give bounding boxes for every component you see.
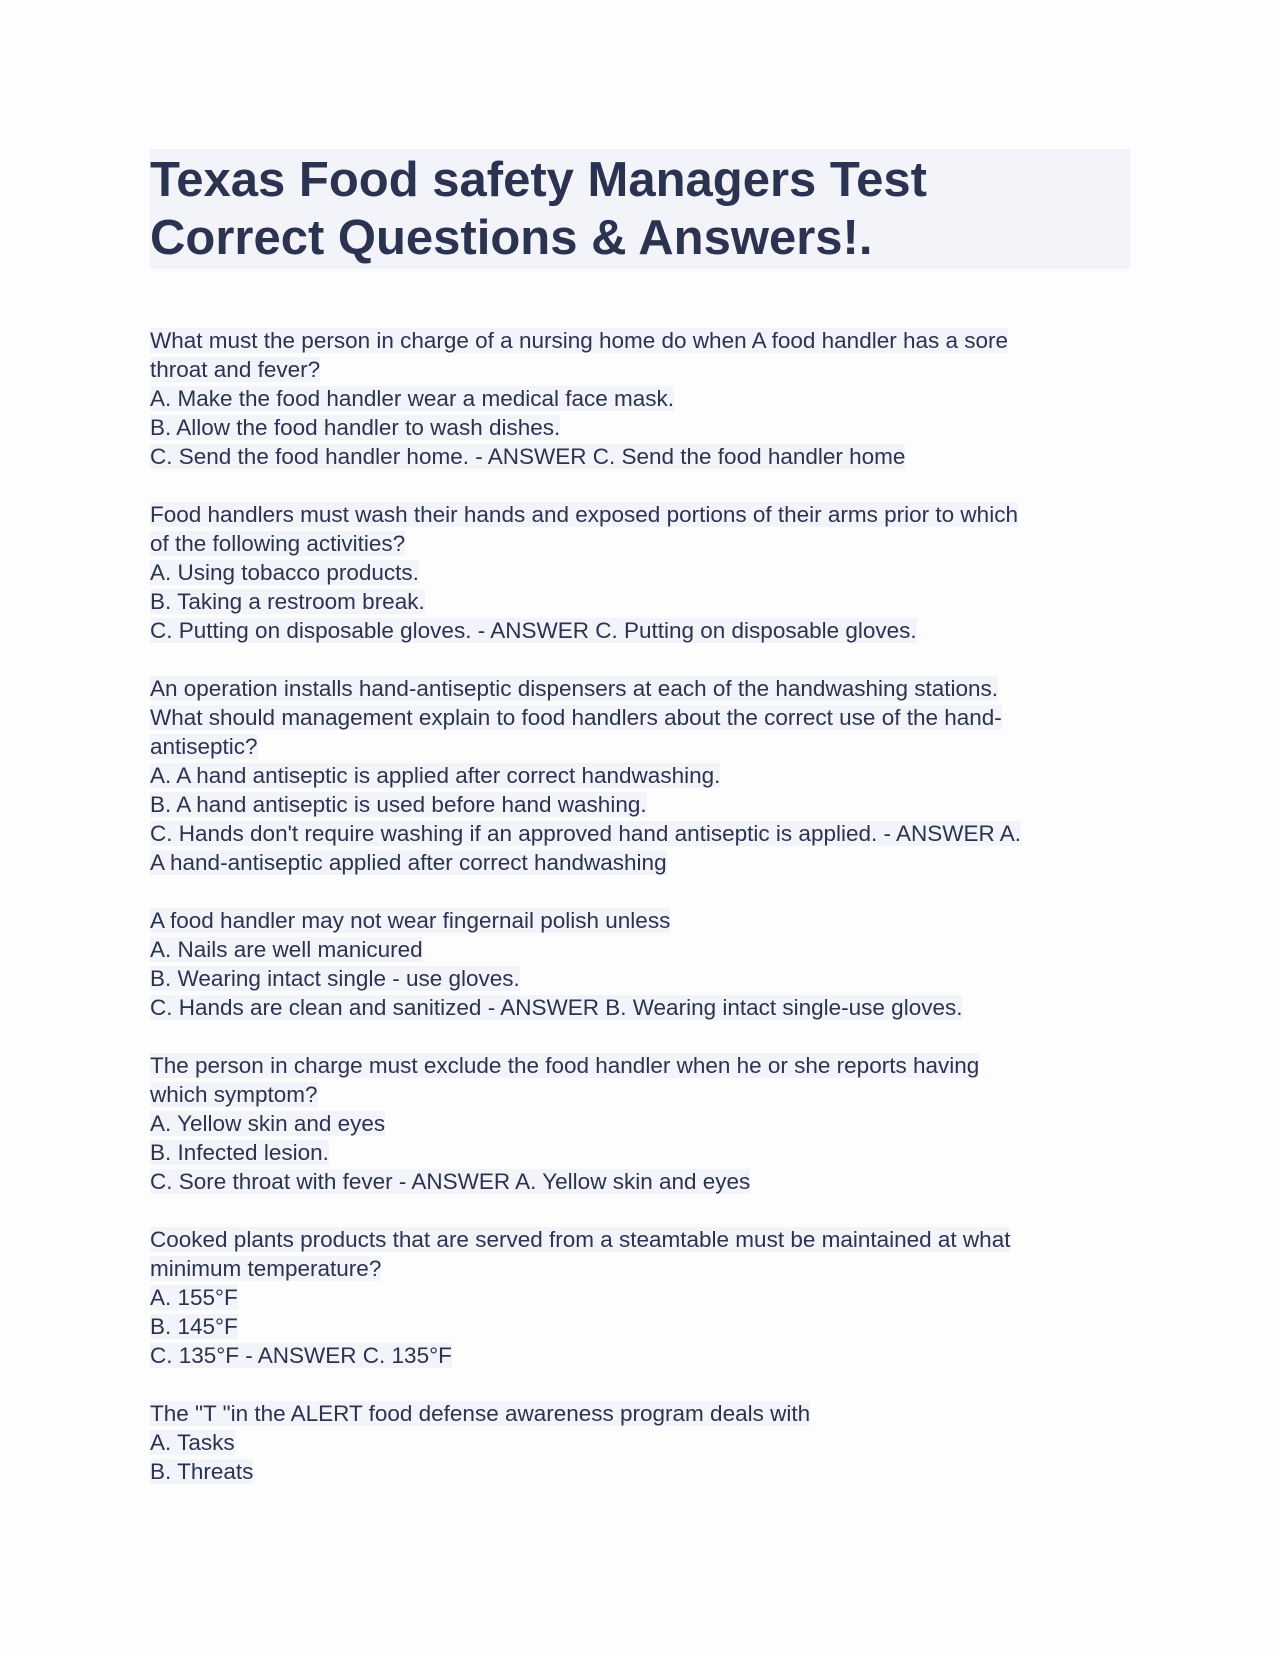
option-a: A. 155°F	[150, 1285, 238, 1310]
option-a: A. Make the food handler wear a medical face mask.	[150, 386, 675, 411]
option-b: B. Taking a restroom break.	[150, 589, 425, 614]
option-b: B. Infected lesion.	[150, 1140, 329, 1165]
title-line-2: Correct Questions & Answers!.	[150, 211, 873, 265]
option-b: B. Allow the food handler to wash dishes.	[150, 415, 561, 440]
document-page	[150, 149, 1130, 1515]
option-a: A. A hand antiseptic is applied after correct handwashing.	[150, 763, 721, 788]
question-text: antiseptic?	[150, 734, 258, 759]
document-title	[150, 149, 1130, 269]
question-text: A food handler may not wear fingernail polish unless	[150, 908, 671, 933]
option-a: A. Nails are well manicured	[150, 937, 423, 962]
option-c-with-answer: C. Hands are clean and sanitized - ANSWER B. Wearing intact single-use gloves.	[150, 995, 963, 1020]
question-text: of the following activities?	[150, 531, 406, 556]
question-4	[150, 906, 1130, 1022]
option-c-with-answer: C. Send the food handler home. - ANSWER C. Send the food handler home	[150, 444, 906, 469]
question-text: What should management explain to food handlers about the correct use of the hand-	[150, 705, 1002, 730]
question-text: What must the person in charge of a nursing home do when A food handler has a sore	[150, 328, 1009, 353]
option-b: B. Threats	[150, 1459, 254, 1484]
option-a: A. Using tobacco products.	[150, 560, 419, 585]
question-text: Food handlers must wash their hands and exposed portions of their arms prior to which	[150, 502, 1018, 527]
option-b: B. 145°F	[150, 1314, 238, 1339]
question-text: minimum temperature?	[150, 1256, 382, 1281]
answer-text: A hand-antiseptic applied after correct handwashing	[150, 850, 667, 875]
question-1	[150, 326, 1130, 471]
option-c-with-answer: C. Putting on disposable gloves. - ANSWER C. Putting on disposable gloves.	[150, 618, 917, 643]
question-6	[150, 1225, 1130, 1370]
option-c-with-answer: C. Hands don't require washing if an approved hand antiseptic is applied. - ANSWER A.	[150, 821, 1022, 846]
question-text: Cooked plants products that are served from a steamtable must be maintained at what	[150, 1227, 1011, 1252]
question-3	[150, 674, 1130, 877]
question-text: An operation installs hand-antiseptic dispensers at each of the handwashing stations.	[150, 676, 999, 701]
question-list	[150, 326, 1130, 1486]
option-a: A. Tasks	[150, 1430, 235, 1455]
question-2	[150, 500, 1130, 645]
question-text: throat and fever?	[150, 357, 321, 382]
option-c-with-answer: C. Sore throat with fever - ANSWER A. Yellow skin and eyes	[150, 1169, 751, 1194]
question-text: The person in charge must exclude the food handler when he or she reports having	[150, 1053, 980, 1078]
option-c-with-answer: C. 135°F - ANSWER C. 135°F	[150, 1343, 452, 1368]
question-5	[150, 1051, 1130, 1196]
option-a: A. Yellow skin and eyes	[150, 1111, 386, 1136]
question-text: which symptom?	[150, 1082, 318, 1107]
option-b: B. Wearing intact single - use gloves.	[150, 966, 520, 991]
question-text: The "T "in the ALERT food defense awareness program deals with	[150, 1401, 811, 1426]
title-line-1: Texas Food safety Managers Test	[150, 153, 927, 207]
option-b: B. A hand antiseptic is used before hand washing.	[150, 792, 647, 817]
question-7	[150, 1399, 1130, 1486]
